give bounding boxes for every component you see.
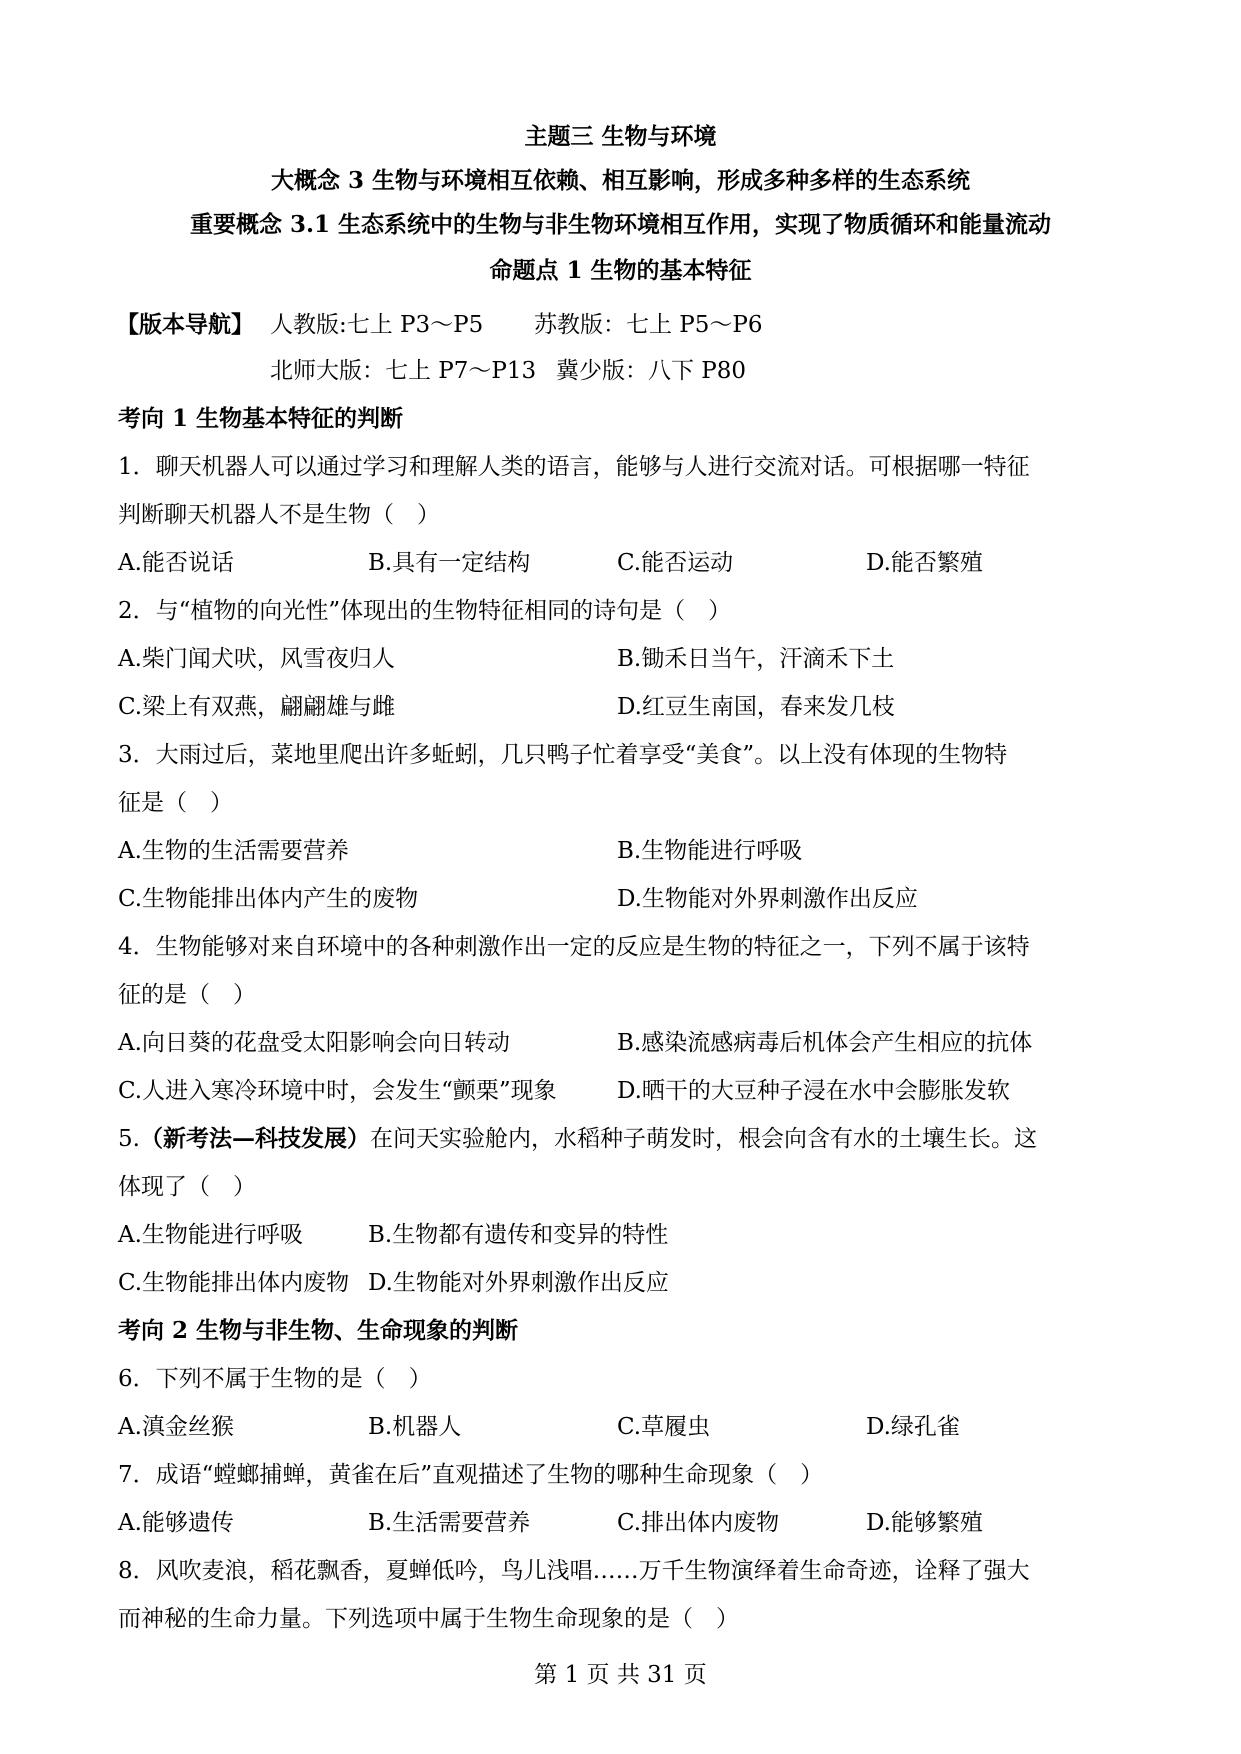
option-d: D.晒干的大豆种子浸在水中会膨胀发软	[617, 1078, 1010, 1104]
question-8-text-cont: 而神秘的生命力量。下列选项中属于生物生命现象的是（ ）	[118, 1606, 739, 1632]
option-c: C.生物能排出体内产生的废物	[118, 886, 419, 912]
option-c: C.生物能排出体内废物	[118, 1270, 350, 1296]
nav-jsb: 冀少版：八下 P80	[556, 358, 747, 384]
page-number-footer: 第 1 页 共 31 页	[534, 1662, 707, 1688]
option-c: C.梁上有双燕，翩翩雄与雌	[118, 694, 396, 720]
big-concept-title: 大概念 3 生物与环境相互依赖、相互影响，形成多种多样的生态系统	[270, 167, 971, 194]
option-d: D.生物能对外界刺激作出反应	[617, 886, 918, 912]
nav-label: 【版本导航】	[116, 311, 254, 338]
option-b: B.感染流感病毒后机体会产生相应的抗体	[617, 1030, 1033, 1056]
question-4-text: 4．生物能够对来自环境中的各种刺激作出一定的反应是生物的特征之一，下列不属于该特	[118, 934, 1030, 960]
question-4-text-cont: 征的是（ ）	[118, 982, 256, 1008]
option-a: A.能够遗传	[118, 1510, 234, 1536]
key-concept-title: 重要概念 3.1 生态系统中的生物与非生物环境相互作用，实现了物质循环和能量流动	[189, 211, 1052, 238]
question-2-text: 2．与“植物的向光性”体现出的生物特征相同的诗句是（ ）	[118, 598, 732, 624]
question-1-text: 1．聊天机器人可以通过学习和理解人类的语言，能够与人进行交流对话。可根据哪一特征	[118, 454, 1030, 480]
nav-rjb: 人教版:七上 P3～P5	[270, 312, 484, 338]
question-1-text-cont: 判断聊天机器人不是生物（ ）	[118, 502, 440, 528]
option-b: B.锄禾日当午，汗滴禾下土	[617, 646, 895, 672]
option-d: D.生物能对外界刺激作出反应	[368, 1270, 669, 1296]
option-a: A.滇金丝猴	[118, 1414, 234, 1440]
section-heading: 考向 2 生物与非生物、生命现象的判断	[118, 1317, 519, 1344]
question-6-text: 6．下列不属于生物的是（ ）	[118, 1366, 432, 1392]
question-3-text-cont: 征是（ ）	[118, 790, 233, 816]
option-a: A.柴门闻犬吠，风雪夜归人	[118, 646, 395, 672]
option-a: A.生物能进行呼吸	[118, 1222, 303, 1248]
question-tag: （新考法—科技发展）	[139, 1125, 370, 1152]
option-a: A.向日葵的花盘受太阳影响会向日转动	[118, 1030, 510, 1056]
question-5-text	[118, 1124, 1241, 1154]
option-d: D.绿孔雀	[866, 1414, 960, 1440]
option-a: A.生物的生活需要营养	[118, 838, 349, 864]
option-d: D.红豆生南国，春来发几枝	[617, 694, 895, 720]
proposition-point-title: 命题点 1 生物的基本特征	[489, 257, 752, 284]
section-heading: 考向 1 生物基本特征的判断	[118, 405, 404, 432]
option-c: C.排出体内废物	[617, 1510, 780, 1536]
option-b: B.具有一定结构	[368, 550, 531, 576]
option-b: B.生活需要营养	[368, 1510, 531, 1536]
nav-sjb: 苏教版：七上 P5～P6	[534, 312, 763, 338]
question-8-text: 8．风吹麦浪，稻花飘香，夏蝉低吟，鸟儿浅唱……万千生物演绎着生命奇迹，诠释了强大	[118, 1558, 1030, 1584]
question-5-text-cont: 体现了（ ）	[118, 1174, 256, 1200]
nav-bsd: 北师大版：七上 P7～P13	[270, 358, 537, 384]
option-c: C.草履虫	[617, 1414, 711, 1440]
option-d: D.能否繁殖	[866, 550, 983, 576]
option-b: B.生物都有遗传和变异的特性	[368, 1222, 669, 1248]
option-a: A.能否说话	[118, 550, 234, 576]
question-3-text: 3．大雨过后，菜地里爬出许多蚯蚓，几只鸭子忙着享受“美食”。以上没有体现的生物特	[118, 742, 1008, 768]
option-c: C.能否运动	[617, 550, 734, 576]
question-number: 5.	[118, 1126, 140, 1152]
topic-title: 主题三 生物与环境	[524, 123, 717, 150]
option-c: C.人进入寒冷环境中时，会发生“颤栗”现象	[118, 1078, 557, 1104]
option-b: B.机器人	[368, 1414, 462, 1440]
question-5-body: 在问天实验舱内，水稻种子萌发时，根会向含有水的土壤生长。这	[369, 1126, 1037, 1152]
question-7-text: 7．成语“螳螂捕蝉，黄雀在后”直观描述了生物的哪种生命现象（ ）	[118, 1462, 824, 1488]
option-b: B.生物能进行呼吸	[617, 838, 803, 864]
option-d: D.能够繁殖	[866, 1510, 983, 1536]
